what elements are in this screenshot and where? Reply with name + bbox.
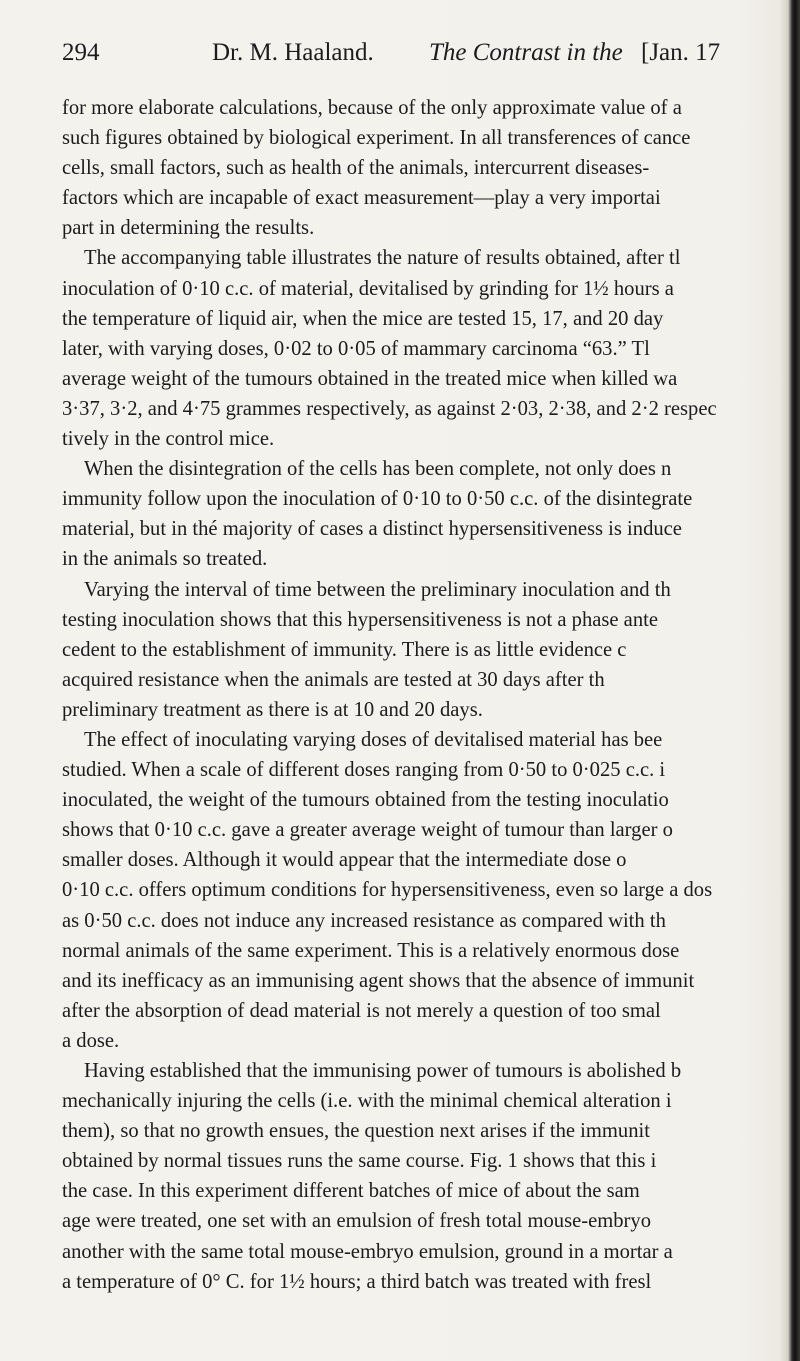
text-line: age were treated, one set with an emulsion of fresh total mouse-embryo: [62, 1210, 652, 1233]
paragraph-start-line: Having established that the immunising power of tumours is abolished b: [84, 1060, 682, 1082]
page-edge-shadow: [780, 0, 788, 1361]
text-line: another with the same total mouse-embryo emulsion, ground in a mortar a: [62, 1240, 673, 1263]
paragraph-start-line: When the disintegration of the cells has been complete, not only does n: [84, 458, 672, 481]
text-line: cedent to the establishment of immunity. There is as little evidence c: [62, 638, 627, 661]
text-line: acquired resistance when the animals are tested at 30 days after th: [62, 668, 605, 691]
text-line: testing inoculation shows that this hypersensitiveness is not a phase ante: [62, 608, 658, 631]
text-line: preliminary treatment as there is at 10 and 20 days.: [62, 698, 483, 721]
paragraph-start-line: The effect of inoculating varying doses of devitalised material has bee: [84, 728, 663, 751]
text-line: smaller doses. Although it would appear that the intermediate dose o: [62, 849, 627, 872]
book-spine-edge: [788, 0, 800, 1361]
page-number: 294: [62, 39, 100, 66]
paragraph-start-line: Varying the interval of time between the preliminary inoculation and th: [84, 578, 671, 601]
text-line: obtained by normal tissues runs the same course. Fig. 1 shows that this i: [62, 1150, 657, 1173]
running-head-author: Dr. M. Haaland.: [212, 39, 374, 66]
running-header: [62, 39, 798, 79]
text-line: such figures obtained by biological experiment. In all transferences of cance: [62, 127, 691, 150]
text-line: average weight of the tumours obtained in the treated mice when killed wa: [62, 367, 678, 390]
text-line: normal animals of the same experiment. This is a relatively enormous dose: [62, 939, 680, 962]
text-line: the temperature of liquid air, when the mice are tested 15, 17, and 20 day: [62, 307, 664, 330]
text-line: part in determining the results.: [62, 217, 315, 240]
text-line: later, with varying doses, 0·02 to 0·05 of mammary carcinoma “63.” Tl: [62, 337, 650, 360]
text-line: mechanically injuring the cells (i.e. with the minimal chemical alteration i: [62, 1090, 672, 1113]
text-line: immunity follow upon the inoculation of 0·10 to 0·50 c.c. of the disintegrate: [62, 488, 693, 511]
text-line: tively in the control mice.: [62, 428, 275, 451]
text-line: shows that 0·10 c.c. gave a greater average weight of tumour than larger o: [62, 819, 673, 842]
running-head-date: [Jan. 17: [641, 39, 721, 66]
text-line: studied. When a scale of different doses ranging from 0·50 to 0·025 c.c. i: [62, 759, 666, 782]
text-line: 0·10 c.c. offers optimum conditions for hypersensitiveness, even so large a dos: [62, 879, 713, 902]
body-text: [62, 93, 782, 1297]
text-line: after the absorption of dead material is not merely a question of too smal: [62, 999, 661, 1022]
text-line: cells, small factors, such as health of the animals, intercurrent diseases-: [62, 157, 650, 180]
text-line: a dose.: [62, 1029, 120, 1052]
text-line: inoculated, the weight of the tumours obtained from the testing inoculatio: [62, 789, 669, 812]
text-line: a temperature of 0° C. for 1½ hours; a third batch was treated with fresl: [62, 1270, 652, 1293]
running-head-title: The Contrast in the: [429, 39, 623, 66]
text-line: factors which are incapable of exact measurement—play a very importai: [62, 187, 661, 210]
text-line: in the animals so treated.: [62, 548, 268, 571]
text-line: as 0·50 c.c. does not induce any increased resistance as compared with th: [62, 909, 666, 932]
text-line: 3·37, 3·2, and 4·75 grammes respectively, as against 2·03, 2·38, and 2·2 respec: [62, 397, 717, 420]
text-line: and its inefficacy as an immunising agent shows that the absence of immunit: [62, 969, 695, 992]
text-line: the case. In this experiment different batches of mice of about the sam: [62, 1180, 640, 1203]
text-line: material, but in thé majority of cases a distinct hypersensitiveness is induce: [62, 518, 682, 541]
text-line: inoculation of 0·10 c.c. of material, devitalised by grinding for 1½ hours a: [62, 277, 674, 300]
text-line: for more elaborate calculations, because of the only approximate value of a: [62, 97, 682, 119]
text-line: them), so that no growth ensues, the question next arises if the immunit: [62, 1120, 650, 1143]
paragraph-start-line: The accompanying table illustrates the nature of results obtained, after tl: [84, 247, 681, 270]
